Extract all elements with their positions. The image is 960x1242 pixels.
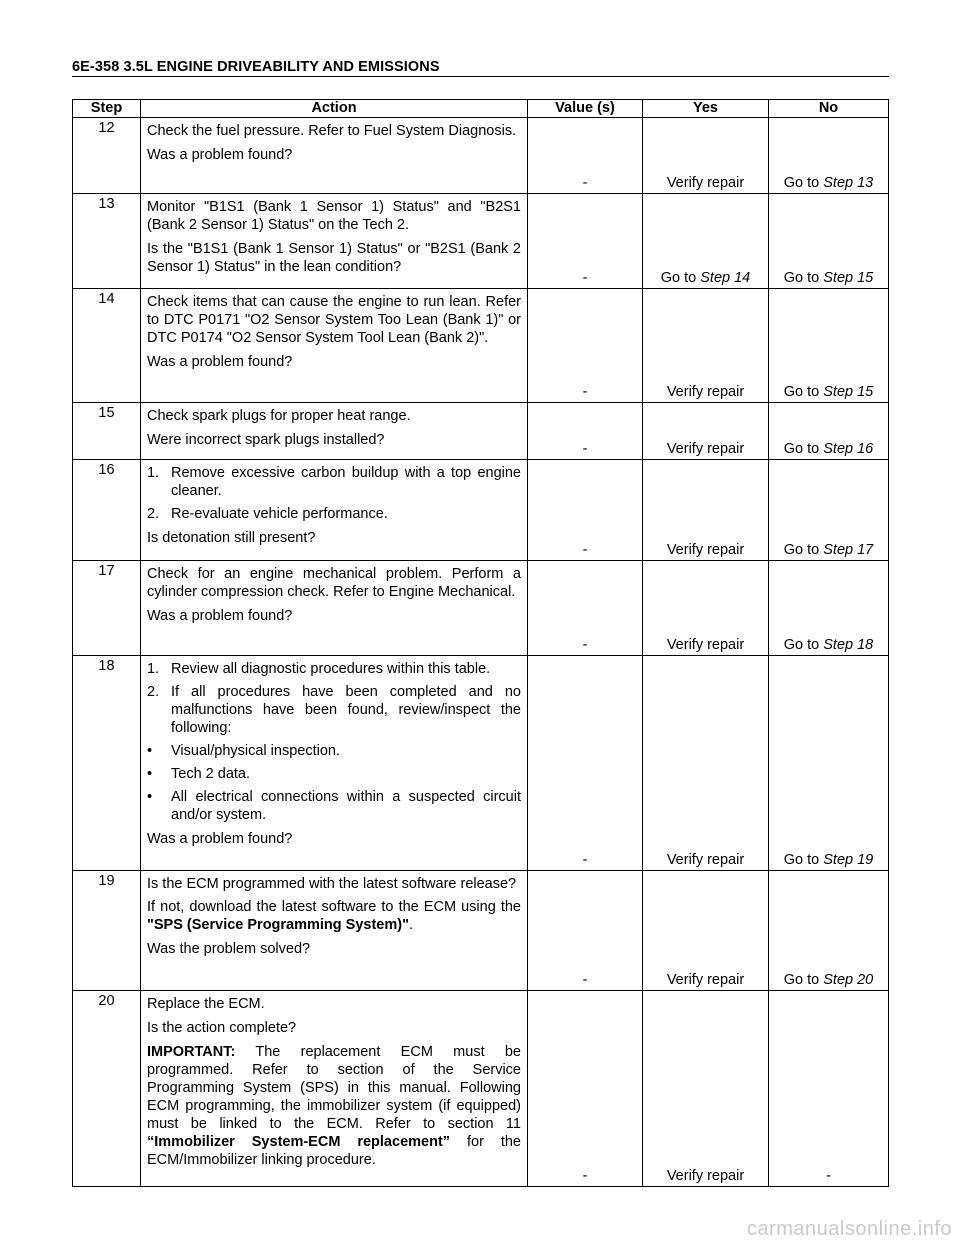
action-cell xyxy=(141,991,528,1187)
step-number: 19 xyxy=(73,871,141,991)
value-cell: - xyxy=(528,194,643,289)
value-cell: - xyxy=(528,460,643,561)
action-text: Monitor "B1S1 (Bank 1 Sensor 1) Status" and "B2S1 (Bank 2 Sensor 1) Status" on the Tech 2. xyxy=(147,199,521,233)
action-question: Is detonation still present? xyxy=(147,530,316,546)
action-text-part: If not, download the latest software to the ECM using the xyxy=(147,899,521,915)
item-text: Remove excessive carbon buildup with a top engine cleaner. xyxy=(171,465,521,499)
value-cell: - xyxy=(528,656,643,871)
action-text-part: . xyxy=(408,917,413,933)
step-number: 20 xyxy=(73,991,141,1187)
no-prefix: Go to xyxy=(783,852,824,868)
value-cell: - xyxy=(528,991,643,1187)
header-rule xyxy=(72,76,889,77)
step-link[interactable]: Step 14 xyxy=(700,270,751,286)
table-row xyxy=(73,289,889,403)
no-prefix: Go to xyxy=(783,175,824,191)
list-item xyxy=(147,660,521,678)
yes-cell: Verify repair xyxy=(643,460,769,561)
column-header-no: No xyxy=(769,100,889,118)
no-prefix: Go to xyxy=(783,542,824,558)
yes-prefix: Go to xyxy=(660,270,701,286)
bullet-item xyxy=(147,765,521,783)
no-cell xyxy=(769,118,889,194)
item-text: Re-evaluate vehicle performance. xyxy=(171,506,388,522)
value-cell: - xyxy=(528,289,643,403)
yes-cell: Verify repair xyxy=(643,871,769,991)
step-number: 18 xyxy=(73,656,141,871)
step-link[interactable]: Step 15 xyxy=(823,384,874,400)
table-row xyxy=(73,561,889,656)
item-text: If all procedures have been completed and no malfunctions have been found, review/inspect the following: xyxy=(171,684,521,736)
step-number: 13 xyxy=(73,194,141,289)
yes-cell: Verify repair xyxy=(643,561,769,656)
action-text: Check items that can cause the engine to run lean. Refer to DTC P0171 "O2 Sensor System Too Lean (Bank 1)" or DTC P0174 "O2 Sensor System Tool Lean (Bank 2)". xyxy=(147,294,521,346)
value-cell: - xyxy=(528,871,643,991)
no-cell: - xyxy=(769,991,889,1187)
item-number: 2. xyxy=(147,684,160,700)
action-cell xyxy=(141,403,528,460)
step-number: 12 xyxy=(73,118,141,194)
no-cell xyxy=(769,656,889,871)
column-header-yes: Yes xyxy=(643,100,769,118)
item-number: 1. xyxy=(147,465,160,481)
yes-cell: Verify repair xyxy=(643,118,769,194)
no-cell xyxy=(769,871,889,991)
item-number: 1. xyxy=(147,661,160,677)
step-number: 14 xyxy=(73,289,141,403)
page-title: 6E-358 3.5L ENGINE DRIVEABILITY AND EMISSIONS xyxy=(72,59,440,75)
value-cell: - xyxy=(528,561,643,656)
no-prefix: Go to xyxy=(783,972,824,988)
action-question: Was a problem found? xyxy=(147,831,293,847)
step-link[interactable]: Step 13 xyxy=(823,175,874,191)
table-row xyxy=(73,118,889,194)
action-cell xyxy=(141,118,528,194)
value-cell: - xyxy=(528,118,643,194)
step-number: 15 xyxy=(73,403,141,460)
action-question: Was a problem found? xyxy=(147,608,293,624)
diagnostic-table xyxy=(72,99,889,1187)
important-text: for the ECM/Immobilizer linking procedure. xyxy=(147,1134,521,1168)
table-row xyxy=(73,991,889,1187)
action-cell xyxy=(141,871,528,991)
item-text: Review all diagnostic procedures within this table. xyxy=(171,661,491,677)
table-header-row xyxy=(73,100,889,118)
action-cell xyxy=(141,656,528,871)
item-number: 2. xyxy=(147,506,160,522)
table-row xyxy=(73,871,889,991)
action-question: Was a problem found? xyxy=(147,354,293,370)
list-item xyxy=(147,464,521,500)
step-number: 17 xyxy=(73,561,141,656)
value-cell: - xyxy=(528,403,643,460)
table-row xyxy=(73,194,889,289)
action-text xyxy=(147,898,521,934)
action-text: Check the fuel pressure. Refer to Fuel System Diagnosis. xyxy=(147,123,517,139)
list-item xyxy=(147,505,521,523)
sps-reference: "SPS (Service Programming System)" xyxy=(147,917,409,933)
yes-cell: Verify repair xyxy=(643,991,769,1187)
no-prefix: Go to xyxy=(783,637,824,653)
yes-cell: Verify repair xyxy=(643,656,769,871)
important-text: The replacement ECM must be programmed. Refer to section of the Service Programming System (SPS) in this manual. Following ECM programming, the immobilizer system (if equipped) must be linked to the ECM. Refer to section 11 xyxy=(147,1044,521,1132)
no-cell xyxy=(769,561,889,656)
action-question: Is the action complete? xyxy=(147,1020,297,1036)
action-question: Was the problem solved? xyxy=(147,941,311,957)
bullet-item xyxy=(147,742,521,760)
bullet-item xyxy=(147,788,521,824)
bullet-text: Tech 2 data. xyxy=(171,766,250,782)
table-row xyxy=(73,460,889,561)
important-label: IMPORTANT: xyxy=(147,1044,236,1060)
step-link[interactable]: Step 17 xyxy=(823,542,874,558)
action-question: Is the "B1S1 (Bank 1 Sensor 1) Status" or "B2S1 (Bank 2 Sensor 1) Status" in the lean condition? xyxy=(147,241,521,275)
bullet-text: All electrical connections within a suspected circuit and/or system. xyxy=(171,789,521,823)
action-cell xyxy=(141,561,528,656)
yes-cell: Verify repair xyxy=(643,289,769,403)
action-text: Replace the ECM. xyxy=(147,996,265,1012)
watermark: carmanualsonline.info xyxy=(746,1218,952,1240)
no-cell xyxy=(769,194,889,289)
step-link[interactable]: Step 20 xyxy=(823,972,874,988)
action-question: Was a problem found? xyxy=(147,147,293,163)
action-text: Check spark plugs for proper heat range. xyxy=(147,408,411,424)
important-note xyxy=(147,1043,521,1169)
bullet-text: Visual/physical inspection. xyxy=(171,743,340,759)
step-link[interactable]: Step 15 xyxy=(823,270,874,286)
action-cell xyxy=(141,289,528,403)
column-header-value: Value (s) xyxy=(528,100,643,118)
action-text: Check for an engine mechanical problem. Perform a cylinder compression check. Refer to Engine Mechanical. xyxy=(147,566,521,600)
yes-cell xyxy=(643,194,769,289)
bullet-icon: • xyxy=(147,789,153,805)
no-cell xyxy=(769,289,889,403)
yes-cell: Verify repair xyxy=(643,403,769,460)
step-number: 16 xyxy=(73,460,141,561)
action-cell xyxy=(141,194,528,289)
bullet-icon: • xyxy=(147,766,153,782)
no-cell xyxy=(769,403,889,460)
bullet-icon: • xyxy=(147,743,153,759)
no-prefix: Go to xyxy=(783,441,824,457)
column-header-action: Action xyxy=(141,100,528,118)
no-prefix: Go to xyxy=(783,384,824,400)
action-question: Were incorrect spark plugs installed? xyxy=(147,432,385,448)
list-item xyxy=(147,683,521,737)
column-header-step: Step xyxy=(73,100,141,118)
step-link[interactable]: Step 16 xyxy=(823,441,874,457)
no-prefix: Go to xyxy=(783,270,824,286)
no-cell xyxy=(769,460,889,561)
table-row xyxy=(73,656,889,871)
action-cell xyxy=(141,460,528,561)
table-row xyxy=(73,403,889,460)
section-reference: “Immobilizer System-ECM replacement” xyxy=(147,1134,451,1150)
action-text: Is the ECM programmed with the latest software release? xyxy=(147,876,517,892)
step-link[interactable]: Step 19 xyxy=(823,852,874,868)
step-link[interactable]: Step 18 xyxy=(823,637,874,653)
